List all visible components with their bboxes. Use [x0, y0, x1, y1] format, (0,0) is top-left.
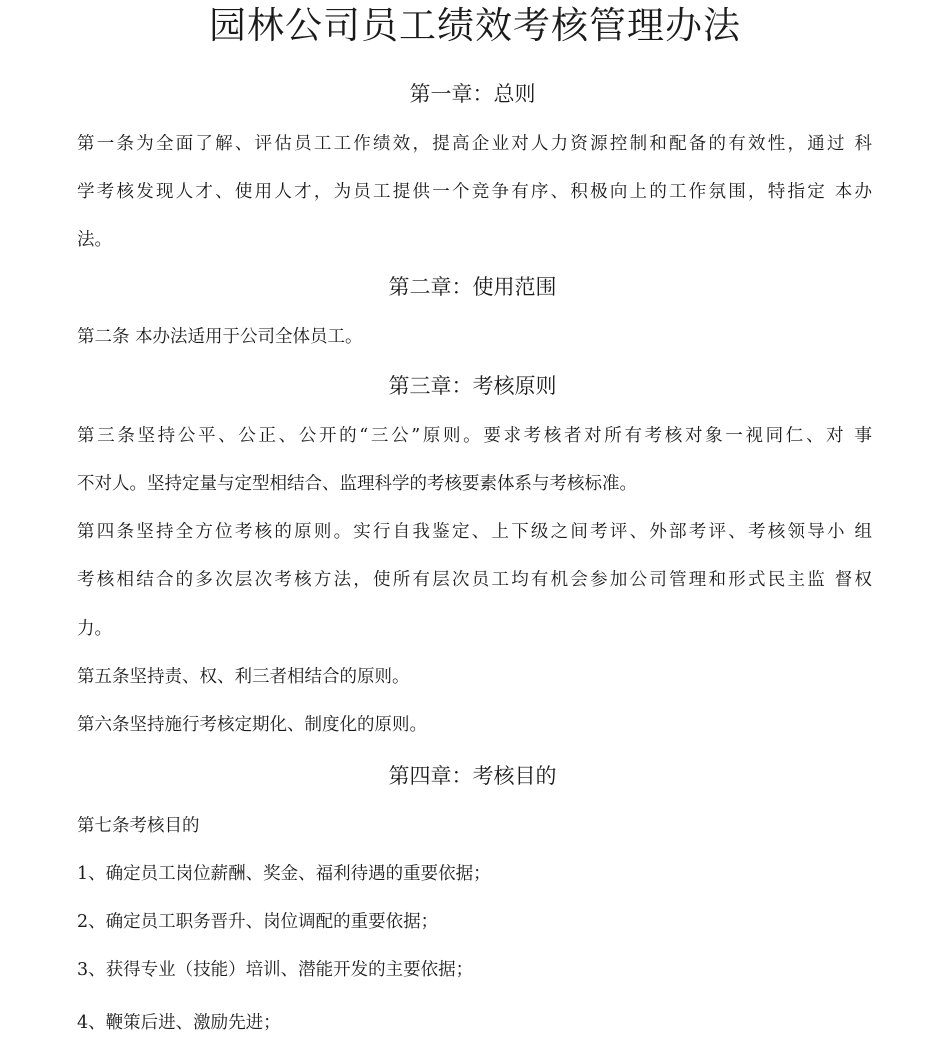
- paragraph-line: 不对人。坚持定量与定型相结合、监理科学的考核要素体系与考核标准。: [77, 474, 637, 494]
- paragraph-line: 法。: [77, 230, 112, 250]
- chapter-heading: 第三章：考核原则: [388, 374, 557, 398]
- list-item: 4、鞭策后进、激励先进；: [77, 1013, 281, 1033]
- list-item: 1、确定员工岗位薪酬、奖金、福利待遇的重要依据；: [77, 864, 491, 884]
- paragraph-line: 第二条 本办法适用于公司全体员工。: [77, 327, 363, 347]
- paragraph-line: 第五条坚持责、权、利三者相结合的原则。: [77, 667, 410, 687]
- paragraph-line: 第四条坚持全方位考核的原则。实行自我鉴定、上下级之间考评、外部考评、考核领导小 组: [77, 522, 872, 542]
- paragraph-line: 学考核发现人才、使用人才，为员工提供一个竞争有序、积极向上的工作氛围，特指定 本办: [77, 182, 872, 202]
- paragraph-line: 考核相结合的多次层次考核方法，使所有层次员工均有机会参加公司管理和形式民主监 督权: [77, 570, 872, 590]
- list-item: 2、确定员工职务晋升、岗位调配的重要依据；: [77, 912, 439, 932]
- chapter-heading: 第四章：考核目的: [388, 764, 557, 788]
- list-item: 3、获得专业（技能）培训、潜能开发的主要依据；: [77, 960, 474, 980]
- paragraph-line: 第一条为全面了解、评估员工工作绩效，提高企业对人力资源控制和配备的有效性，通过 科: [77, 134, 872, 154]
- paragraph-line: 第六条坚持施行考核定期化、制度化的原则。: [77, 715, 427, 735]
- paragraph-line: 第三条坚持公平、公正、公开的“三公”原则。要求考核者对所有考核对象一视同仁、对 事: [77, 426, 872, 446]
- chapter-heading: 第二章：使用范围: [388, 275, 557, 299]
- paragraph-line: 第七条考核目的: [77, 816, 200, 836]
- paragraph-line: 力。: [77, 619, 112, 639]
- chapter-heading: 第一章：总则: [409, 82, 536, 106]
- document-title: 园林公司员工绩效考核管理办法: [209, 4, 741, 47]
